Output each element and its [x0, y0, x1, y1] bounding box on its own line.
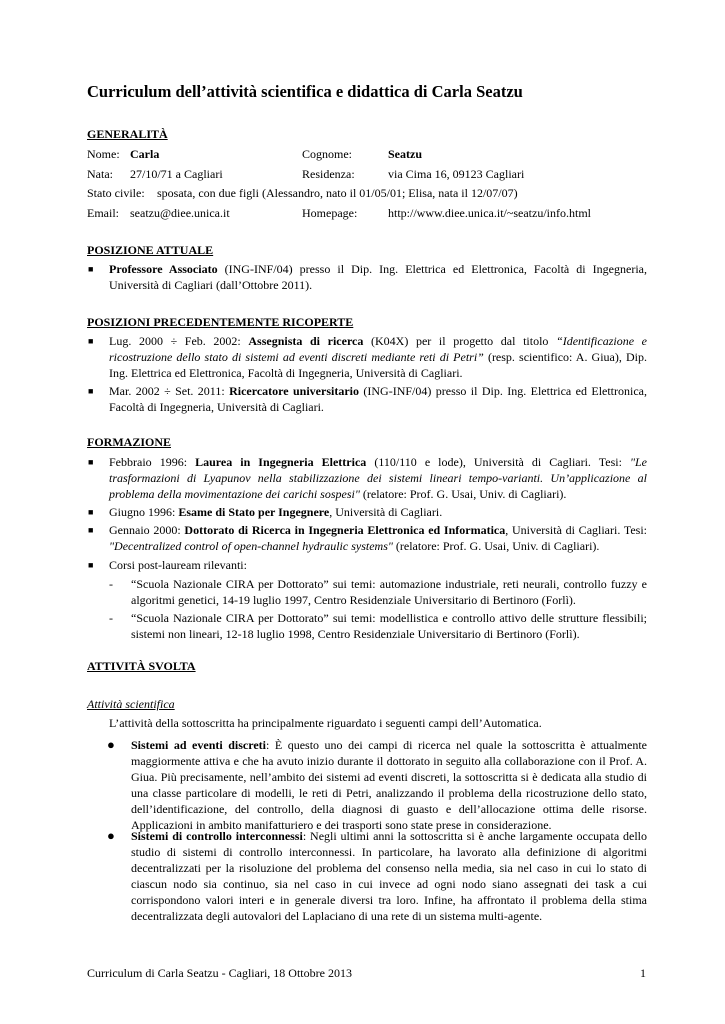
text-span: ricostruzione dello stato di sistemi ad eventi discreti mediante reti di Petri” [109, 350, 484, 364]
corso-2-line1: “Scuola Nazionale CIRA per Dottorato” sui temi: modellistica e controllo attivo delle strutture flessibili; [131, 611, 647, 625]
formazione-f3-line2 [109, 538, 599, 554]
text-span: "Le [629, 455, 647, 469]
text-span: "Decentralized control of open-channel hydraulic systems" [109, 539, 393, 553]
email-link[interactable]: seatzu@diee.unica.it [130, 206, 230, 220]
formazione-f1-line1 [109, 454, 647, 470]
cognome-value: Seatzu [388, 147, 422, 161]
bullet-square-icon: ■ [88, 457, 94, 467]
posizione-title: Professore Associato [109, 262, 218, 276]
corso-2-line2: sistemi non lineari, 12-18 luglio 1998, Centro Residenziale Universitario di Bertinoro (Forlì). [131, 627, 580, 641]
bullet-square-icon: ■ [88, 507, 94, 517]
text-span: (ING-INF/04) presso il Dip. Ing. Elettrica ed Elettronica, [358, 384, 648, 398]
bullet-square-icon: ■ [88, 386, 94, 396]
text-span: Esame di Stato per Ingegnere [178, 505, 330, 519]
precedenti-item2-line1 [109, 383, 647, 399]
precedenti-item1-line3: Ing. Elettrica ed Elettronica, Facoltà di Ingegneria, Università di Cagliari. [109, 366, 463, 380]
section-heading-generalita: GENERALITÀ [87, 127, 168, 141]
text-span: Lug. 2000 ÷ Feb. 2002: [109, 334, 249, 348]
bullet-square-icon: ■ [88, 336, 94, 346]
section-heading-formazione: FORMAZIONE [87, 435, 171, 449]
text-span: Giugno 1996: [109, 505, 179, 519]
posizione-line1 [109, 261, 647, 277]
precedenti-item2-line2: Facoltà di Ingegneria, Università di Cagliari. [109, 400, 324, 414]
text-span: (relatore: Prof. G. Usai, Univ. di Cagliari). [359, 487, 567, 501]
nata-label: Nata: [87, 167, 113, 181]
stato-civile-value: sposata, con due figli (Alessandro, nato il 01/05/01; Elisa, nata il 12/07/07) [157, 186, 518, 200]
formazione-f1-line3 [109, 486, 566, 502]
text-span: : Negli ultimi anni la sottoscritta si è anche largamente occupata dello studio di sistemi di controllo interconnessi. In particolare, ha lavorato alla definizione di algoritmi decentralizzati per la risoluzione del problema del consenso nella media, sia nel caso in cui lo stato di ciascun nodo sia continuo, sia nel caso in cui invece ad ogni nodo siano assegnati dei task a cui corrispondono valori interi e in generale diversi tra loro. Infine, ha affrontato il problema della stima decentralizzata degli autovalori del Laplaciano di una rete di un sistema multi-agente. [131, 829, 648, 923]
bullet-dot-icon: ● [107, 737, 115, 752]
precedenti-item1-line1 [109, 333, 647, 349]
residenza-value: via Cima 16, 09123 Cagliari [388, 167, 525, 181]
bullet-square-icon: ■ [88, 264, 94, 274]
corso-1-line1: “Scuola Nazionale CIRA per Dottorato” sui temi: automazione industriale, reti neurali, controllo fuzzy e [131, 577, 647, 591]
text-span: (110/110 e lode), Università di Cagliari. Tesi: [366, 455, 630, 469]
subsection-attivita-scientifica: Attività scientifica [87, 697, 175, 711]
attivita-item-2 [131, 828, 647, 924]
text-span: Laurea in Ingegneria Elettrica [195, 455, 367, 469]
text-span: Mar. 2002 ÷ Set. 2011: [109, 384, 230, 398]
text-span: , Università di Cagliari. Tesi: [505, 523, 647, 537]
text-span: (relatore: Prof. G. Usai, Univ. di Cagliari). [392, 539, 600, 553]
formazione-f3-line1 [109, 522, 647, 538]
formazione-f2 [109, 504, 442, 520]
stato-civile-label: Stato civile: [87, 186, 145, 200]
nome-label: Nome: [87, 147, 120, 161]
posizione-rest: (ING-INF/04) presso il Dip. Ing. Elettrica ed Elettronica, Facoltà di Ingegneria, [217, 262, 647, 276]
dash-bullet: - [109, 611, 113, 625]
text-span: Gennaio 2000: [109, 523, 185, 537]
nata-value: 27/10/71 a Cagliari [130, 167, 223, 181]
posizione-line2: Università di Cagliari (dall’Ottobre 2011). [109, 278, 313, 292]
corso-1-line2: algoritmi genetici, 14-19 luglio 1997, Centro Residenziale Universitario di Bertinoro (Forlì). [131, 593, 576, 607]
text-span: (K04X) per il progetto dal titolo [363, 334, 557, 348]
attivita-item-1 [131, 737, 647, 833]
bullet-dot-icon: ● [107, 828, 115, 843]
dash-bullet: - [109, 577, 113, 591]
bullet-square-icon: ■ [88, 560, 94, 570]
section-heading-precedenti: POSIZIONI PRECEDENTEMENTE RICOPERTE [87, 315, 354, 329]
precedenti-item1-line2 [109, 349, 647, 365]
text-span: , Università di Cagliari. [329, 505, 443, 519]
section-heading-attivita: ATTIVITÀ SVOLTA [87, 659, 196, 673]
nome-value: Carla [130, 147, 160, 161]
residenza-label: Residenza: [302, 167, 355, 181]
page-number: 1 [640, 966, 646, 980]
text-span: (resp. scientifico: A. Giua), Dip. [483, 350, 647, 364]
attivita-intro: L’attività della sottoscritta ha principalmente riguardato i seguenti campi dell’Automatica. [109, 716, 542, 730]
document-title: Curriculum dell’attività scientifica e didattica di Carla Seatzu [87, 82, 523, 101]
text-span: Assegnista di ricerca [248, 334, 364, 348]
homepage-label: Homepage: [302, 206, 358, 220]
text-span: Sistemi ad eventi discreti [131, 738, 266, 752]
text-span: Dottorato di Ricerca in Ingegneria Elettronica ed Informatica [184, 523, 506, 537]
section-heading-posizione: POSIZIONE ATTUALE [87, 243, 214, 257]
text-span: Ricercatore universitario [229, 384, 359, 398]
footer-text: Curriculum di Carla Seatzu - Cagliari, 18 Ottobre 2013 [87, 966, 352, 980]
email-label: Email: [87, 206, 119, 220]
homepage-link[interactable]: http://www.diee.unica.it/~seatzu/info.html [388, 206, 592, 220]
formazione-f4: Corsi post-lauream rilevanti: [109, 558, 247, 572]
text-span: : È questo uno dei campi di ricerca nel quale la sottoscritta è attualmente maggiormente attiva e che ha avuto inizio durante il dottorato in seguito alla collaborazione con il Prof. A. Giua. Più precisamente, nell’ambito dei sistemi ad eventi discreti, la sottoscritta si è dedicata alla studio di una classe particolare di modelli, le reti di Petri, analizzando il problema della ricostruzione dello stato, dell’identificazione, del controllo, della diagnosi di guasto e dell’allocazione ottima delle risorse. Applicazioni in ambito manifatturiero e dei trasporti sono state prese in considerazione. [131, 738, 647, 832]
text-span: Sistemi di controllo interconnessi [131, 829, 303, 843]
formazione-f1-line2: trasformazioni di Lyapunov nella stabilizzazione dei sistemi lineari tempo-varianti. Un’applicazione al [109, 471, 647, 485]
bullet-square-icon: ■ [88, 525, 94, 535]
text-span: “Identificazione e [556, 334, 647, 348]
cognome-label: Cognome: [302, 147, 352, 161]
text-span: Febbraio 1996: [109, 455, 196, 469]
text-span: problema della movimentazione dei carichi sospesi" [109, 487, 360, 501]
